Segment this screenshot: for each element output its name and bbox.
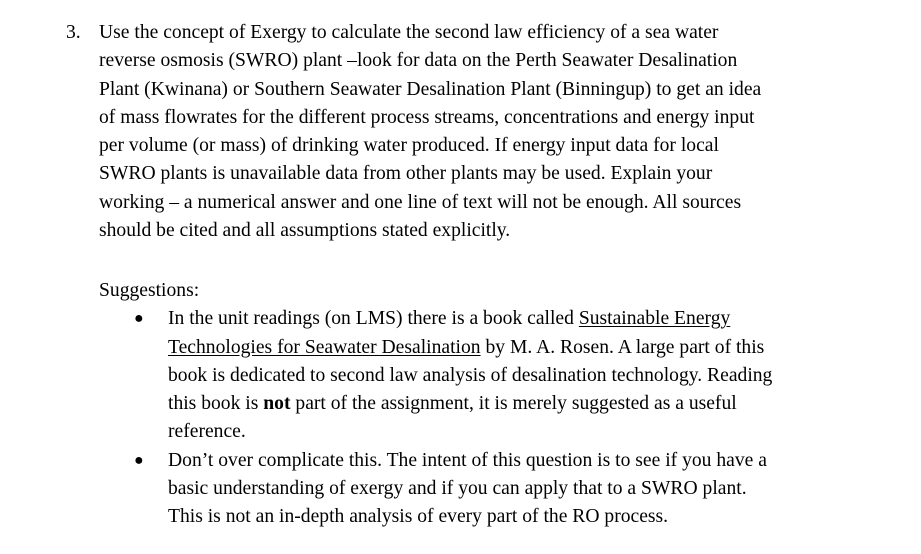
suggestion-text: this book is [168,393,264,415]
suggestion-line [168,305,889,333]
suggestion-line [168,390,889,418]
question-line: Plant (Kwinana) or Southern Seawater Desalination Plant (Binningup) to get an idea [99,78,762,100]
book-title-part1: Sustainable Energy [578,308,731,330]
question-line: SWRO plants is unavailable data from other plants may be used. Explain your [99,163,713,185]
question-text [99,19,864,245]
suggestion-line: This is not an in-depth analysis of every part of the RO process. [168,506,669,528]
suggestions-heading: Suggestions: [99,280,200,301]
suggestion-line: Don’t over complicate this. The intent of this question is to see if you have a [168,449,767,471]
question-line: of mass flowrates for the different process streams, concentrations and energy input [99,106,755,128]
emphasis-not: not [263,393,291,415]
suggestion-text: part of the assignment, it is merely suggested as a useful [290,393,737,415]
question-line: working – a numerical answer and one line of text will not be enough. All sources [99,191,742,213]
question-line: Use the concept of Exergy to calculate the second law efficiency of a sea water [99,22,719,43]
question-line: per volume (or mass) of drinking water produced. If energy input data for local [99,135,719,157]
suggestion-line: book is dedicated to second law analysis of desalination technology. Reading [168,364,773,386]
suggestion-text: by M. A. Rosen. A large part of this [480,336,765,358]
suggestion-text: In the unit readings (on LMS) there is a book called [168,308,579,330]
question-line: should be cited and all assumptions stated explicitly. [99,220,511,242]
bullet-icon: ● [134,310,144,328]
suggestion-line: reference. [168,421,246,443]
suggestions-section [99,277,889,532]
question-number: 3. [66,22,81,43]
bullet-icon: ● [134,451,144,469]
question-line: reverse osmosis (SWRO) plant –look for data on the Perth Seawater Desalination [99,50,738,72]
suggestion-line: basic understanding of exergy and if you can apply that to a SWRO plant. [168,478,747,500]
suggestion-line [168,334,889,362]
suggestion-item-simplicity [99,447,889,532]
suggestion-item-book [99,305,889,446]
book-title-part2: Technologies for Seawater Desalination [168,336,481,358]
